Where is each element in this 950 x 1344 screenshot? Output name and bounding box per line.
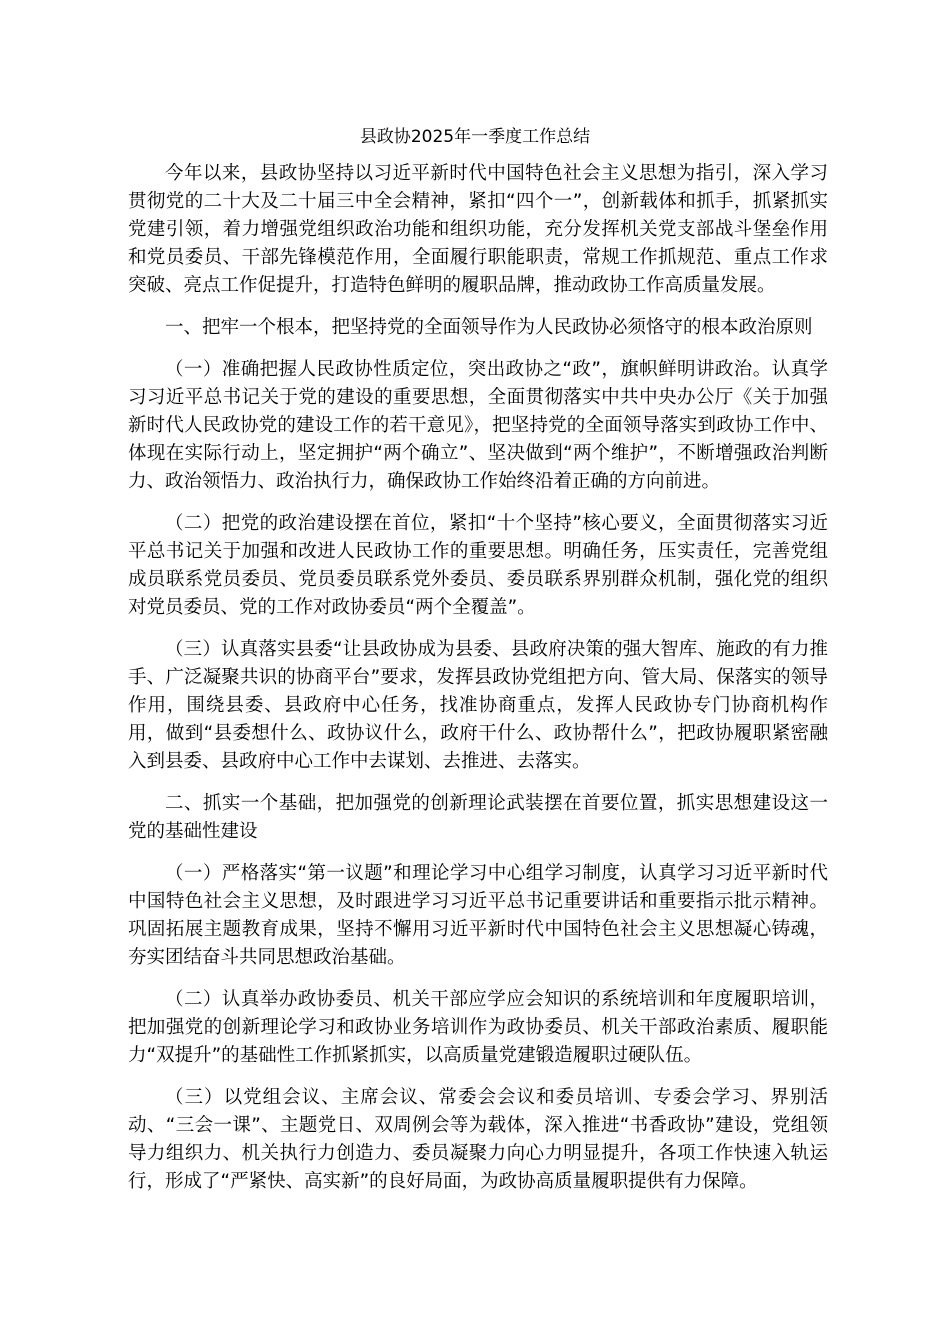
section-heading-2: 二、抓实一个基础，把加强党的创新理论武装摆在首要位置，抓实思想建设这一党的基础性建设 — [128, 793, 828, 842]
intro-paragraph: 今年以来，县政协坚持以习近平新时代中国特色社会主义思想为指引，深入学习贯彻党的二十大及二十届三中全会精神，紧扣“四个一”，创新载体和抓手，抓紧抓实党建引领，着力增强党组织政治功能和组织功能，充分发挥机关党支部战斗堡垒作用和党员委员、干部先锋模范作用，全面履行职能职责，常规工作抓规范、重点工作求突破、亮点工作促提升，打造特色鲜明的履职品牌，推动政协工作高质量发展。 — [128, 163, 828, 296]
document-title: 县政协2025年一季度工作总结 — [359, 127, 591, 147]
document-body — [128, 160, 828, 1210]
section-heading-1: 一、把牢一个根本，把坚持党的全面领导作为人民政协必须恪守的根本政治原则 — [165, 317, 813, 338]
section-1-item-3: （三）认真落实县委“让县政协成为县委、县政府决策的强大智库、施政的有力推手、广泛凝聚共识的协商平台”要求，发挥县政协党组把方向、管大局、保落实的领导作用，围绕县委、县政府中心任务，找准协商重点，发挥人民政协专门协商机构作用，做到“县委想什么、政协议什么，政府干什么、政协帮什么”，把政协履职紧密融入到县委、县政府中心工作中去谋划、去推进、去落实。 — [128, 639, 828, 772]
section-2-item-1: （一）严格落实“第一议题”和理论学习中心组学习制度，认真学习习近平新时代中国特色社会主义思想，及时跟进学习习近平总书记重要讲话和重要指示批示精神。巩固拓展主题教育成果，坚持不懈用习近平新时代中国特色社会主义思想凝心铸魂，夯实团结奋斗共同思想政治基础。 — [128, 863, 828, 968]
section-2-item-3: （三）以党组会议、主席会议、常委会会议和委员培训、专委会学习、界别活动、“三会一课”、主题党日、双周例会等为载体，深入推进“书香政协”建设，党组领导力组织力、机关执行力创造力、委员凝聚力向心力明显提升，各项工作快速入轨运行，形成了“严紧快、高实新”的良好局面，为政协高质量履职提供有力保障。 — [128, 1087, 828, 1192]
section-1-item-2: （二）把党的政治建设摆在首位，紧扣“十个坚持”核心要义，全面贯彻落实习近平总书记关于加强和改进人民政协工作的重要思想。明确任务，压实责任，完善党组成员联系党员委员、党员委员联系党外委员、委员联系界别群众机制，强化党的组织对党员委员、党的工作对政协委员“两个全覆盖”。 — [128, 513, 828, 618]
section-1-item-1: （一）准确把握人民政协性质定位，突出政协之“政”，旗帜鲜明讲政治。认真学习习近平总书记关于党的建设的重要思想，全面贯彻落实中共中央办公厅《关于加强新时代人民政协党的建设工作的若干意见》，把坚持党的全面领导落实到政协工作中、体现在实际行动上，坚定拥护“两个确立”、坚决做到“两个维护”，不断增强政治判断力、政治领悟力、政治执行力，确保政协工作始终沿着正确的方向前进。 — [128, 359, 828, 492]
section-2-item-2: （二）认真举办政协委员、机关干部应学应会知识的系统培训和年度履职培训，把加强党的创新理论学习和政协业务培训作为政协委员、机关干部政治素质、履职能力“双提升”的基础性工作抓紧抓实，以高质量党建锻造履职过硬队伍。 — [128, 989, 828, 1066]
